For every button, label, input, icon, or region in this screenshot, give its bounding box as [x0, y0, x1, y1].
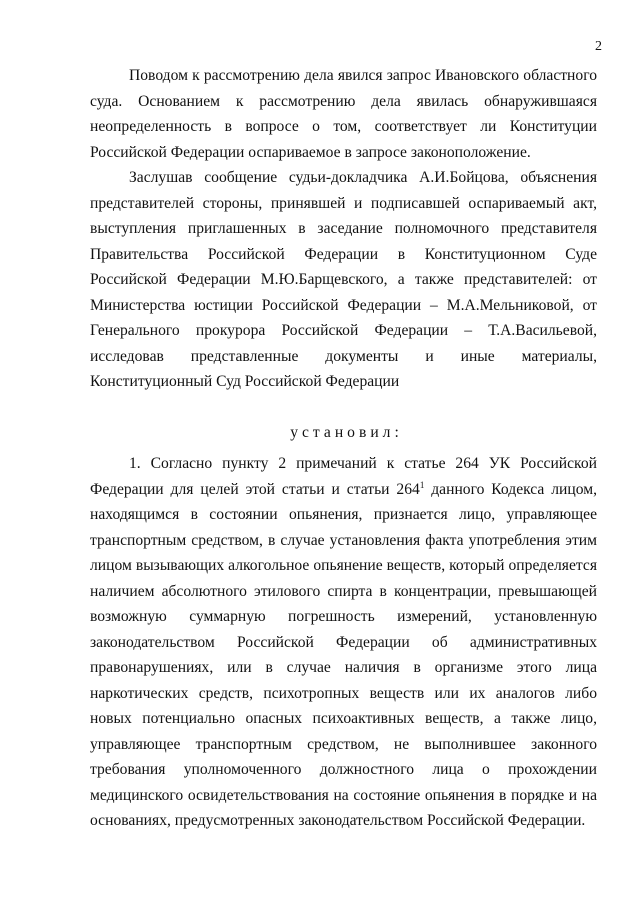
paragraph-point-1: [90, 451, 597, 834]
paragraph-point-1-part1: 1. Согласно пункту 2 примечаний к статье 264 УК Российской Федерации для целей этой статьи и статьи 264: [90, 455, 597, 498]
paragraph-grounds: Поводом к рассмотрению дела явился запрос Ивановского областного суда. Основанием к рассмотрению дела явилась обнаружившаяся неопределенность в вопросе о том, соответствует ли Конституции Российской Федерации оспариваемое в запросе законоположение.: [90, 67, 597, 161]
article-superscript: 1: [419, 479, 425, 490]
document-body: [90, 63, 597, 834]
paragraph-hearing: Заслушав сообщение судьи-докладчика А.И.Бойцова, объяснения представителей стороны, принявшей и подписавшей оспариваемый акт, выступления приглашенных в заседание полномочного представителя Правительства Российской Федерации в Конституционном Суде Российской Федерации М.Ю.Барщевского, а также представителей: от Министерства юстиции Российской Федерации – М.А.Мельниковой, от Генерального прокурора Российской Федерации – Т.А.Васильевой, исследовав представленные документы и иные материалы, Конституционный Суд Российской Федерации: [90, 169, 597, 390]
paragraph-point-1-part2: данного Кодекса лицом, находящимся в состоянии опьянения, признается лицо, управляющее транспортным средством, в случае установления факта употребления этим лицом вызывающих алкогольное опьянение веществ, который определяется наличием абсолютного этилового спирта в концентрации, превышающей возможную суммарную погрешность измерений, установленную законодательством Российской Федерации об административных правонарушениях, или в случае наличия в организме этого лица наркотических средств, психотропных веществ или их аналогов либо новых потенциально опасных психоактивных веществ, а также лицо, управляющее транспортным средством, не выполнившее законного требования уполномоченного должностного лица о прохождении медицинского освидетельствования на состояние опьянения в порядке и на основаниях, предусмотренных законодательством Российской Федерации.: [90, 480, 597, 829]
section-heading-established: установил:: [290, 423, 403, 441]
page-number: 2: [595, 39, 602, 54]
